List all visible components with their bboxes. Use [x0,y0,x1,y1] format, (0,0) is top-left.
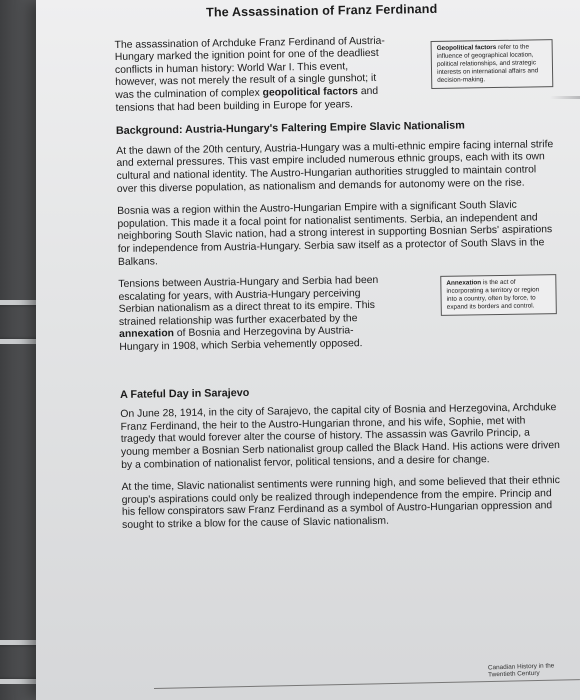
intro-section [114,33,555,115]
intro-text: The assassination of Archduke Franz Ferdinand of Austria-Hungary marked the ignition point for one of the deadliest conflicts in human history: World War I. This event, however, was not merely the result of a single gunshot; it was the culmination of complex [114,35,385,101]
definition-box-geopolitical [431,39,554,89]
page-title: The Assassination of Franz Ferdinand [205,1,438,20]
page-footer: Canadian History in the Twentieth Century [487,662,555,679]
sarajevo-paragraph-2: At the time, Slavic nationalist sentiments were running high, and some believed that their ethnic group's aspirations could only be realized through independence from the empire. Princip and his fellow conspirators saw Franz Ferdinand as a symbol of Austro-Hungarian oppression and sought to strike a blow for the cause of Slavic nationalism. [121,475,560,531]
definition-box-annexation [440,274,557,316]
background-paragraph-1: At the dawn of the 20th century, Austria-Hungary was a multi-ethnic empire facing internal strife and external pressures. This vast empire included numerous ethnic groups, each with its own cultural and national identity. The Austro-Hungarian authorities struggled to maintain control over this diverse population, as nationalism and demands for autonomy were on the rise. [116,138,554,195]
tensions-section [118,272,559,354]
intro-text-end: and tensions that had been building in Europe for years. [115,85,379,114]
intro-keyterm: geopolitical factors [262,86,358,99]
definition-term: Geopolitical factors [436,43,497,52]
tensions-text: Tensions between Austria-Hungary and Serbia had been escalating for years, with Austria-Hungary perceiving Serbian nationalism as a direct threat to its empire. This strained relationship was further exacerbated by the [118,274,379,328]
footer-rule [154,679,580,689]
definition-text: refer to the influence of geographical location, political relationships, and strategic interests on international affairs and decision-making. [436,43,539,84]
tensions-text-end: of Bosnia and Herzegovina by Austria-Hungary in 1908, which Serbia vehemently opposed. [119,325,363,354]
background-heading: Background: Austria-Hungary's Faltering Empire Slavic Nationalism [115,119,465,138]
intro-paragraph [114,35,387,115]
page-content [114,1,562,542]
background-paragraph-2: Bosnia was a region within the Austro-Hungarian Empire with a significant South Slavic population. This made it a focal point for nationalist sentiments. Serbia, an independent and neighboring South Slavic nation, had a strong interest in supporting Bosnian Serbs' aspirations for independence from Austria-Hungary. Serbia saw itself as a protector of South Slavs in the Balkans. [117,199,553,268]
sarajevo-heading: A Fateful Day in Sarajevo [119,386,250,401]
definition-term: Annexation [446,279,482,287]
sarajevo-paragraph-1: On June 28, 1914, in the city of Sarajevo, the capital city of Bosnia and Herzegovina, Archduke Franz Ferdinand, the heir to the Austro-Hungarian throne, and his wife, Sophie, met with tragedy that would forever alter the course of history. The assassin was Gavrilo Princip, a young member a Bosnian Serb nationalist group called the Black Hand. His actions were driven by a combination of nationalist fervor, political tensions, and a desire for change. [120,402,560,471]
tensions-keyterm: annexation [119,328,175,341]
textbook-page [36,0,580,700]
definition-text: is the act of incorporating a territory or region into a country, often by force, to expand its borders and control. [446,278,540,311]
background-paragraph-3 [118,275,391,355]
